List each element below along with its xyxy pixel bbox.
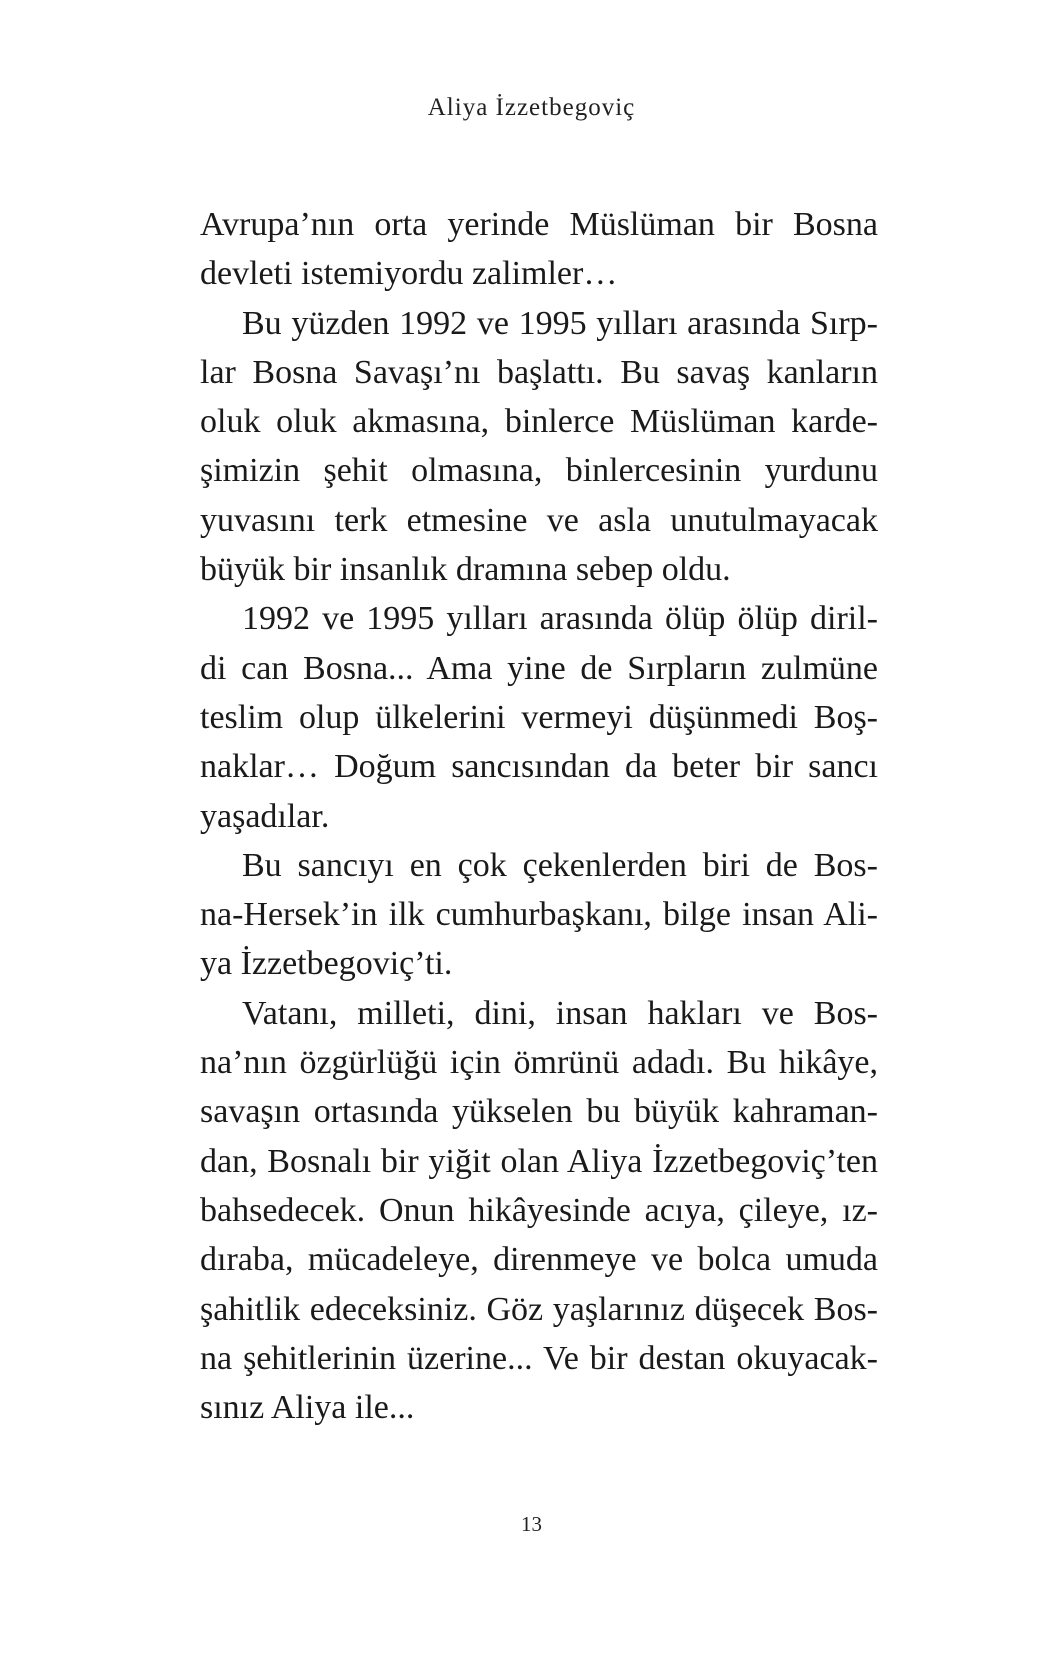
text-line: di can Bosna... Ama yine de Sırpların zulmüne <box>200 649 878 687</box>
text-line: na’nın özgürlüğü için ömrünü adadı. Bu hikâye, <box>200 1044 878 1082</box>
running-head: Aliya İzzetbegoviç <box>427 94 636 121</box>
text-line: savaşın ortasında yükselen bu büyük kahraman- <box>200 1093 878 1131</box>
text-line: yuvasını terk etmesine ve asla unutulmayacak <box>200 501 878 539</box>
text-line: dıraba, mücadeleye, direnmeye ve bolca umuda <box>200 1241 878 1279</box>
text-line: lar Bosna Savaşı’nı başlattı. Bu savaş kanların <box>200 353 878 391</box>
text-line: yaşadılar. <box>200 797 330 835</box>
paragraph-start-line: Bu yüzden 1992 ve 1995 yılları arasında Sırp- <box>242 304 878 342</box>
text-line: devleti istemiyordu zalimler… <box>200 255 618 293</box>
text-line: na-Hersek’in ilk cumhurbaşkanı, bilge insan Ali- <box>200 896 878 934</box>
paragraph-start-line: Bu sancıyı en çok çekenlerden biri de Bos- <box>242 846 878 884</box>
text-line: büyük bir insanlık dramına sebep oldu. <box>200 551 731 589</box>
page-number: 13 <box>521 1512 542 1536</box>
text-line: Avrupa’nın orta yerinde Müslüman bir Bosna <box>200 206 878 243</box>
text-line: oluk oluk akmasına, binlerce Müslüman karde- <box>200 403 878 441</box>
text-line: teslim olup ülkelerini vermeyi düşünmedi Boş- <box>200 698 878 736</box>
text-line: dan, Bosnalı bir yiğit olan Aliya İzzetbegoviç’ten <box>200 1142 878 1180</box>
paragraph-start-line: 1992 ve 1995 yılları arasında ölüp ölüp diril- <box>242 600 878 638</box>
text-line: ya İzzetbegoviç’ti. <box>200 945 453 983</box>
text-line: şimizin şehit olmasına, binlercesinin yurdunu <box>200 452 878 490</box>
text-line: na şehitlerinin üzerine... Ve bir destan okuyacak- <box>200 1339 878 1377</box>
text-line: sınız Aliya ile... <box>200 1389 415 1427</box>
text-line: naklar… Doğum sancısından da beter bir sancı <box>200 748 878 786</box>
paragraph-start-line: Vatanı, milleti, dini, insan hakları ve Bos- <box>242 994 878 1032</box>
text-line: şahitlik edeceksiniz. Göz yaşlarınız düşecek Bos- <box>200 1290 878 1328</box>
text-line: bahsedecek. Onun hikâyesinde acıya, çileye, ız- <box>200 1191 878 1229</box>
body-text <box>200 200 878 1432</box>
